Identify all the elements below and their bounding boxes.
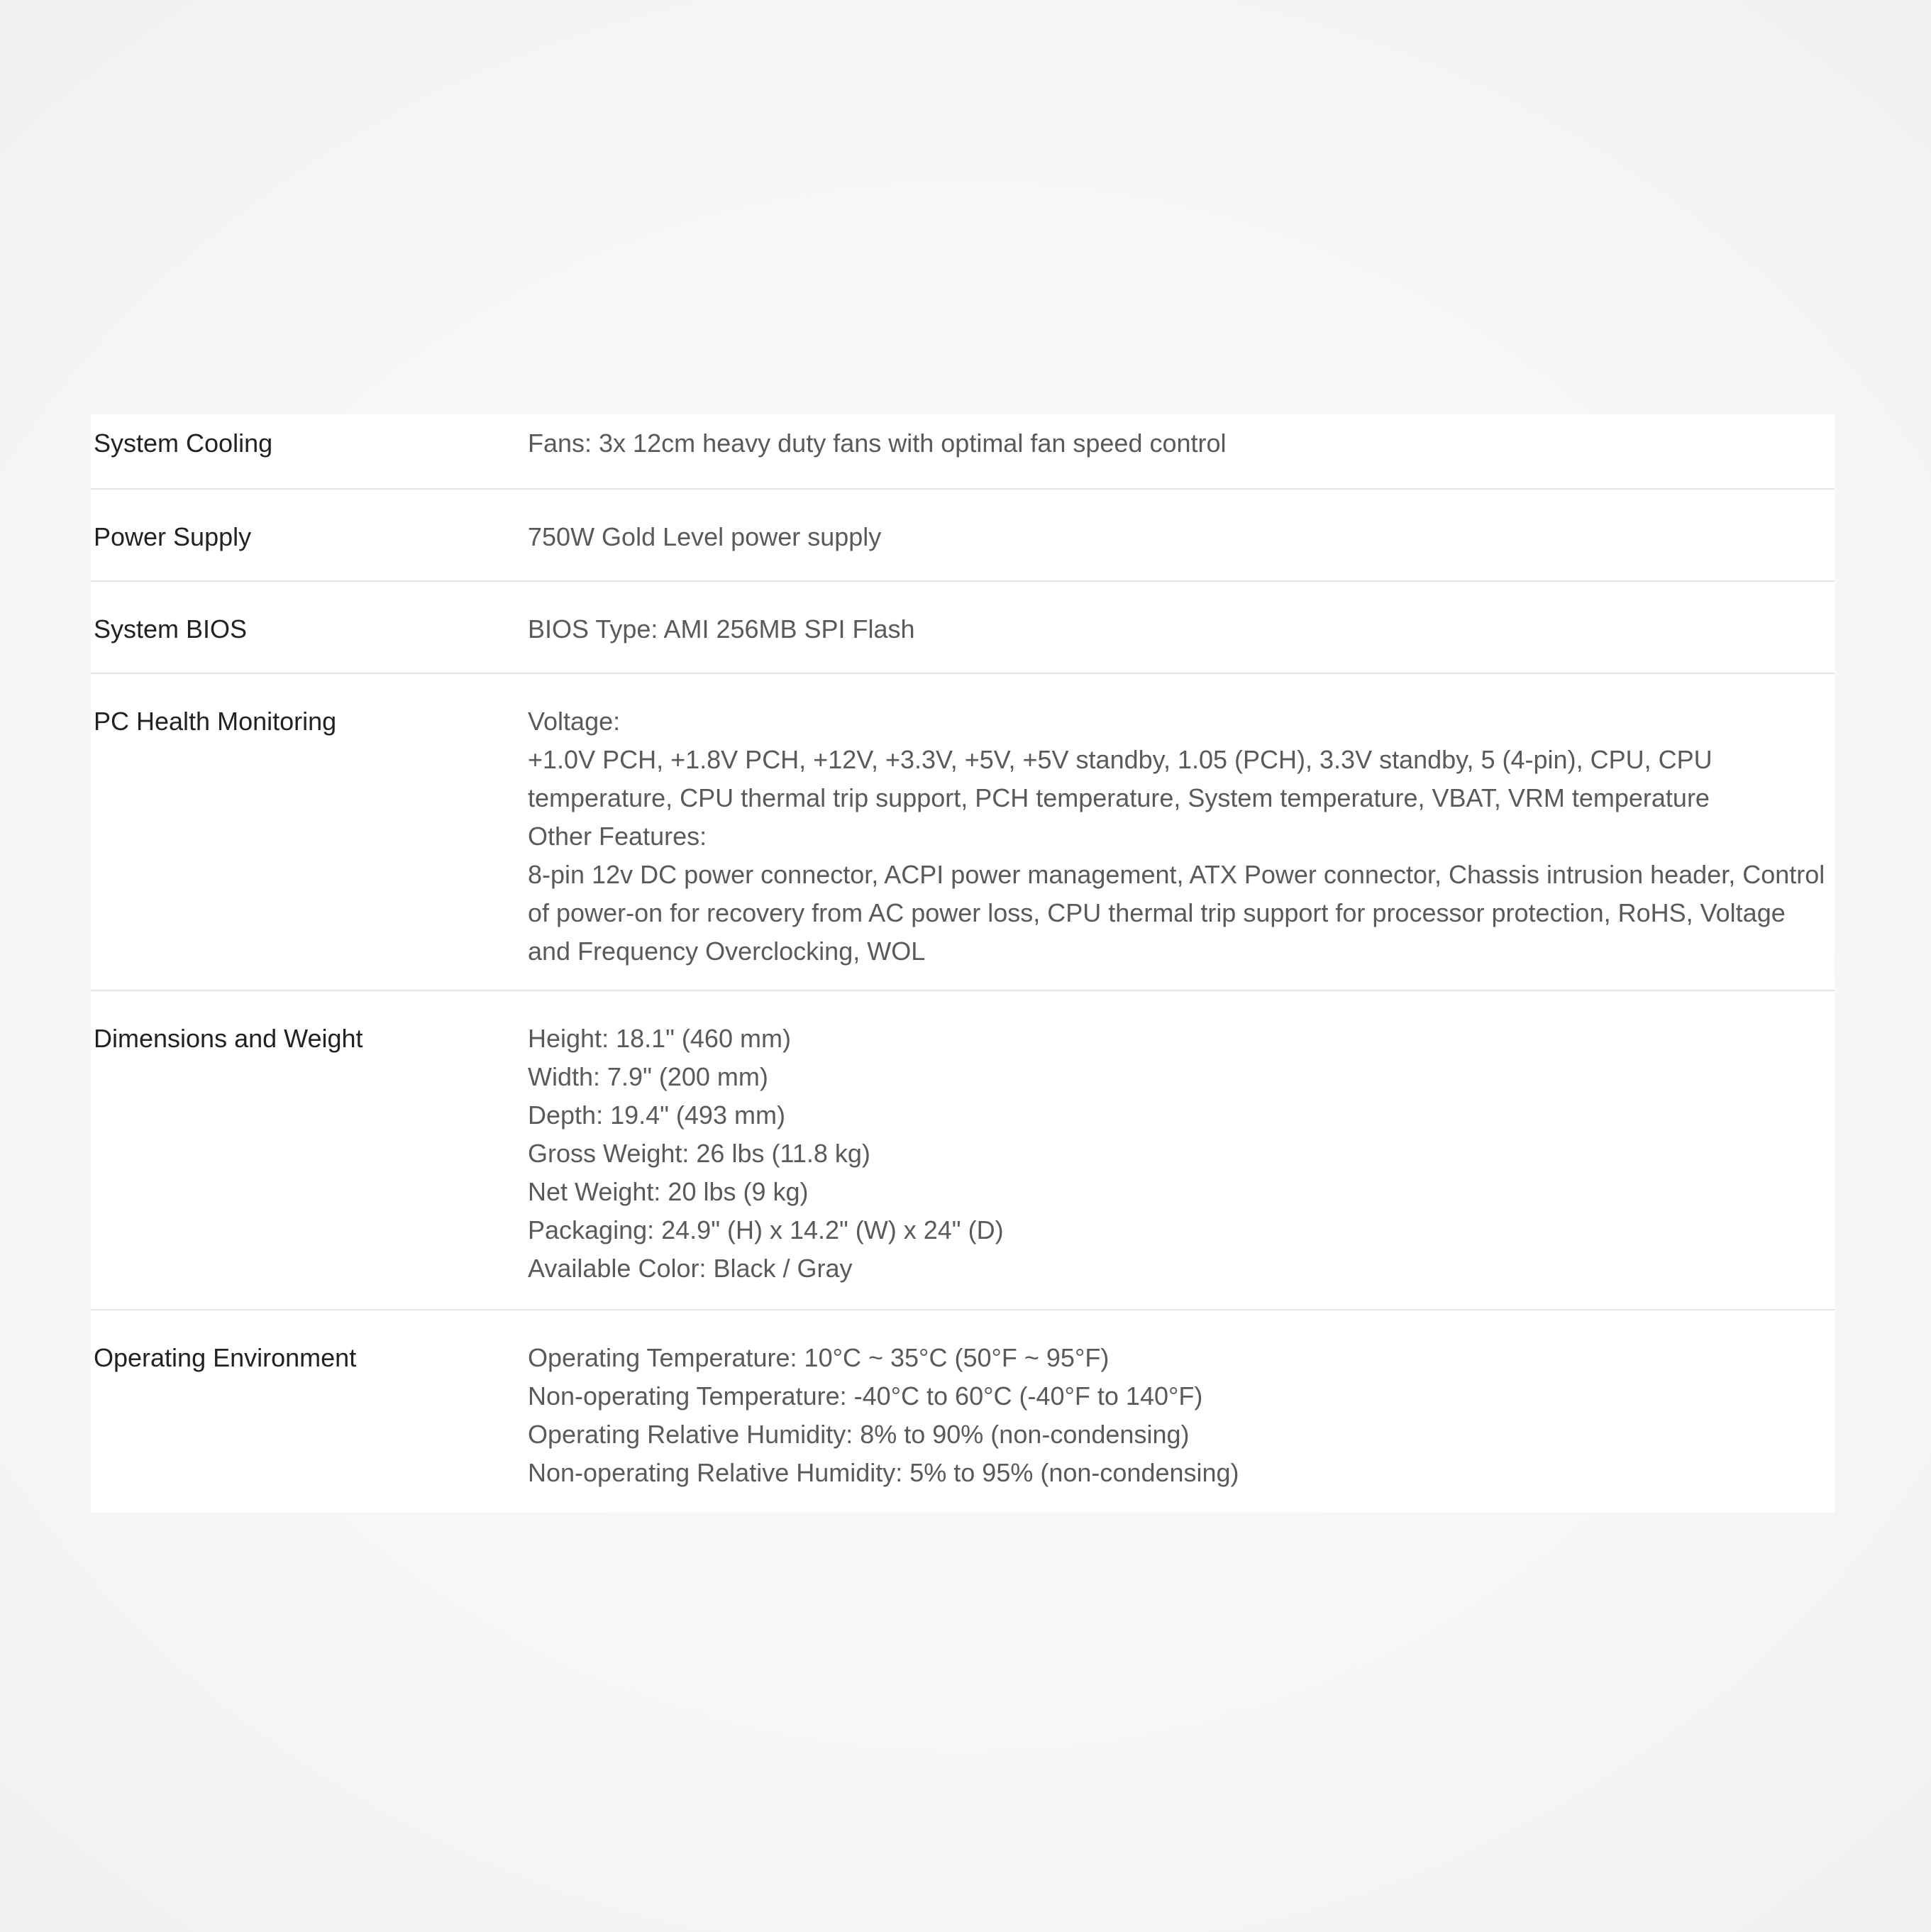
spec-value-line: Voltage: xyxy=(528,707,621,736)
spec-value-line: Depth: 19.4" (493 mm) xyxy=(528,1100,785,1130)
spec-row-pc-health-monitoring xyxy=(91,674,1835,991)
spec-label: Dimensions and Weight xyxy=(94,1024,363,1053)
spec-value-line: +1.0V PCH, +1.8V PCH, +12V, +3.3V, +5V, +5V standby, 1.05 (PCH), 3.3V standby, 5 (4-pin), CPU, CPU temperature, CPU thermal trip support, PCH temperature, System temperature, VBAT, VRM temperature xyxy=(528,745,1713,812)
spec-row-dimensions-and-weight xyxy=(91,991,1835,1310)
spec-value-line: Width: 7.9" (200 mm) xyxy=(528,1062,768,1091)
spec-value xyxy=(528,424,1835,488)
spec-value-line: 750W Gold Level power supply xyxy=(528,522,882,551)
spec-label: PC Health Monitoring xyxy=(94,707,337,736)
spec-value-line: Packaging: 24.9" (H) x 14.2" (W) x 24" (D) xyxy=(528,1215,1004,1244)
spec-label: Operating Environment xyxy=(94,1343,357,1372)
spec-value-line: Available Color: Black / Gray xyxy=(528,1254,853,1283)
spec-value-line: Operating Relative Humidity: 8% to 90% (non-condensing) xyxy=(528,1420,1190,1449)
spec-value-line: Gross Weight: 26 lbs (11.8 kg) xyxy=(528,1139,870,1168)
spec-row-system-cooling xyxy=(91,414,1835,490)
spec-value xyxy=(528,702,1835,990)
spec-value-line: Height: 18.1" (460 mm) xyxy=(528,1024,791,1053)
spec-value xyxy=(528,1339,1835,1513)
spec-value-line: Operating Temperature: 10°C ~ 35°C (50°F ~ 95°F) xyxy=(528,1343,1110,1372)
spec-row-operating-environment xyxy=(91,1310,1835,1513)
spec-value-line: Other Features: xyxy=(528,822,707,851)
spec-value-line: Fans: 3x 12cm heavy duty fans with optimal fan speed control xyxy=(528,429,1227,458)
spec-value xyxy=(528,1020,1835,1309)
spec-value xyxy=(528,610,1835,673)
spec-table xyxy=(91,414,1835,1513)
spec-value-line: Non-operating Relative Humidity: 5% to 95% (non-condensing) xyxy=(528,1458,1239,1487)
spec-value-line: Non-operating Temperature: -40°C to 60°C (-40°F to 140°F) xyxy=(528,1381,1203,1411)
spec-label: Power Supply xyxy=(94,522,252,551)
spec-row-system-bios xyxy=(91,582,1835,674)
spec-value-line: 8-pin 12v DC power connector, ACPI power management, ATX Power connector, Chassis intrusion header, Control of power-on for recovery from AC power loss, CPU thermal trip support for processor protection, RoHS, Voltage and Frequency Overclocking, WOL xyxy=(528,860,1825,966)
spec-row-power-supply xyxy=(91,490,1835,582)
spec-value xyxy=(528,518,1835,580)
spec-label: System BIOS xyxy=(94,614,248,644)
spec-label: System Cooling xyxy=(94,429,273,458)
spec-value-line: Net Weight: 20 lbs (9 kg) xyxy=(528,1177,809,1206)
spec-value-line: BIOS Type: AMI 256MB SPI Flash xyxy=(528,614,915,644)
